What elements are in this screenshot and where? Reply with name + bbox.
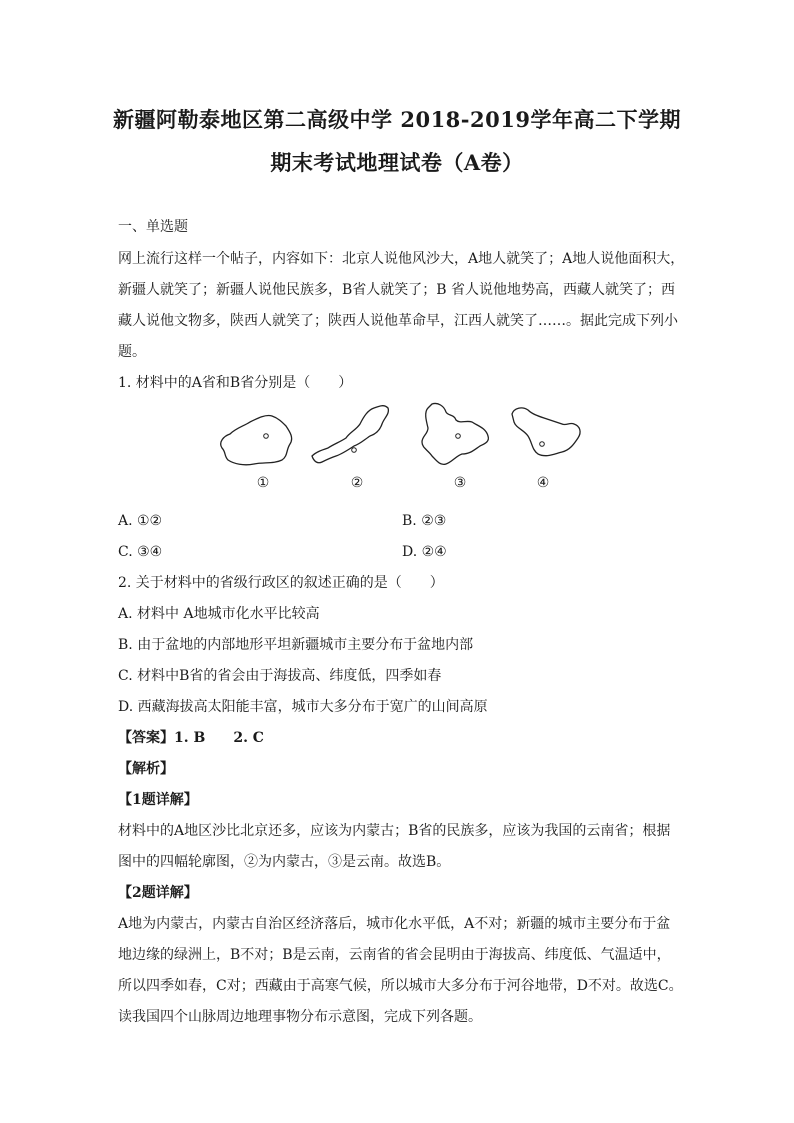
q2-option-d: D. 西藏海拔高太阳能丰富，城市大多分布于宽广的山间高原	[118, 699, 488, 715]
title-line-1: 新疆阿勒泰地区第二高级中学 2018-2019学年高二下学期	[113, 107, 681, 132]
map-label-3: ③	[453, 475, 467, 491]
map-label-4: ④	[536, 475, 550, 491]
province-outline-figure	[214, 400, 584, 500]
passage-line-1: 网上流行这样一个帖子，内容如下：北京人说他风沙大，A地人就笑了；A地人说他面积大，	[118, 251, 685, 267]
section-heading: 一、单选题	[118, 219, 188, 235]
yunnan-outline	[418, 400, 494, 470]
detail-2-line-3: 所以四季如春，C对；西藏由于高寒气候，所以城市大多分布于河谷地带，D不对。故选C。	[118, 978, 683, 994]
title-line-2: 期末考试地理试卷（A卷）	[270, 150, 524, 175]
q2-option-b: B. 由于盆地的内部地形平坦新疆城市主要分布于盆地内部	[118, 637, 474, 653]
question-1-stem: 1. 材料中的A省和B省分别是（ ）	[118, 375, 353, 391]
detail-1-line-1: 材料中的A地区沙比北京还多，应该为内蒙古；B省的民族多，应该为我国的云南省；根据	[118, 823, 671, 839]
q2-option-c: C. 材料中B省的省会由于海拔高、纬度低，四季如春	[118, 668, 442, 684]
detail-2-line-1: A地为内蒙古，内蒙古自治区经济落后，城市化水平低，A不对；新疆的城市主要分布于盆	[118, 916, 671, 932]
heilongjiang-outline	[508, 402, 584, 464]
map-label-1: ①	[256, 475, 270, 491]
question-2-stem: 2. 关于材料中的省级行政区的叙述正确的是（ ）	[118, 575, 444, 591]
detail-2-line-2: 地边缘的绿洲上，B不对；B是云南，云南省的省会昆明由于海拔高、纬度低、气温适中，	[118, 947, 671, 963]
passage-line-3: 藏人说他文物多，陕西人就笑了；陕西人说他革命早，江西人就笑了……。据此完成下列小	[118, 313, 678, 329]
q1-option-d: D. ②④	[402, 544, 447, 560]
passage-line-2: 新疆人就笑了；新疆人说他民族多，B省人就笑了；B 省人说他地势高，西藏人就笑了；西	[118, 282, 676, 298]
q1-option-c: C. ③④	[118, 544, 163, 560]
q1-option-b: B. ②③	[402, 513, 447, 529]
detail-1-line-2: 图中的四幅轮廓图，②为内蒙古，③是云南。故选B。	[118, 854, 451, 870]
detail-1-heading: 【1题详解】	[118, 792, 198, 808]
detail-2-heading: 【2题详解】	[118, 885, 198, 901]
answer-key: 【答案】1. B 2. C	[118, 730, 264, 746]
q1-option-a: A. ①②	[118, 513, 163, 529]
detail-2-line-4: 读我国四个山脉周边地理事物分布示意图，完成下列各题。	[118, 1009, 482, 1025]
analysis-heading: 【解析】	[118, 761, 174, 777]
q2-option-a: A. 材料中 A地城市化水平比较高	[118, 606, 320, 622]
map-label-2: ②	[350, 475, 364, 491]
passage-line-4: 题。	[118, 344, 146, 360]
xinjiang-outline	[214, 408, 296, 470]
inner-mongolia-outline	[310, 402, 392, 470]
